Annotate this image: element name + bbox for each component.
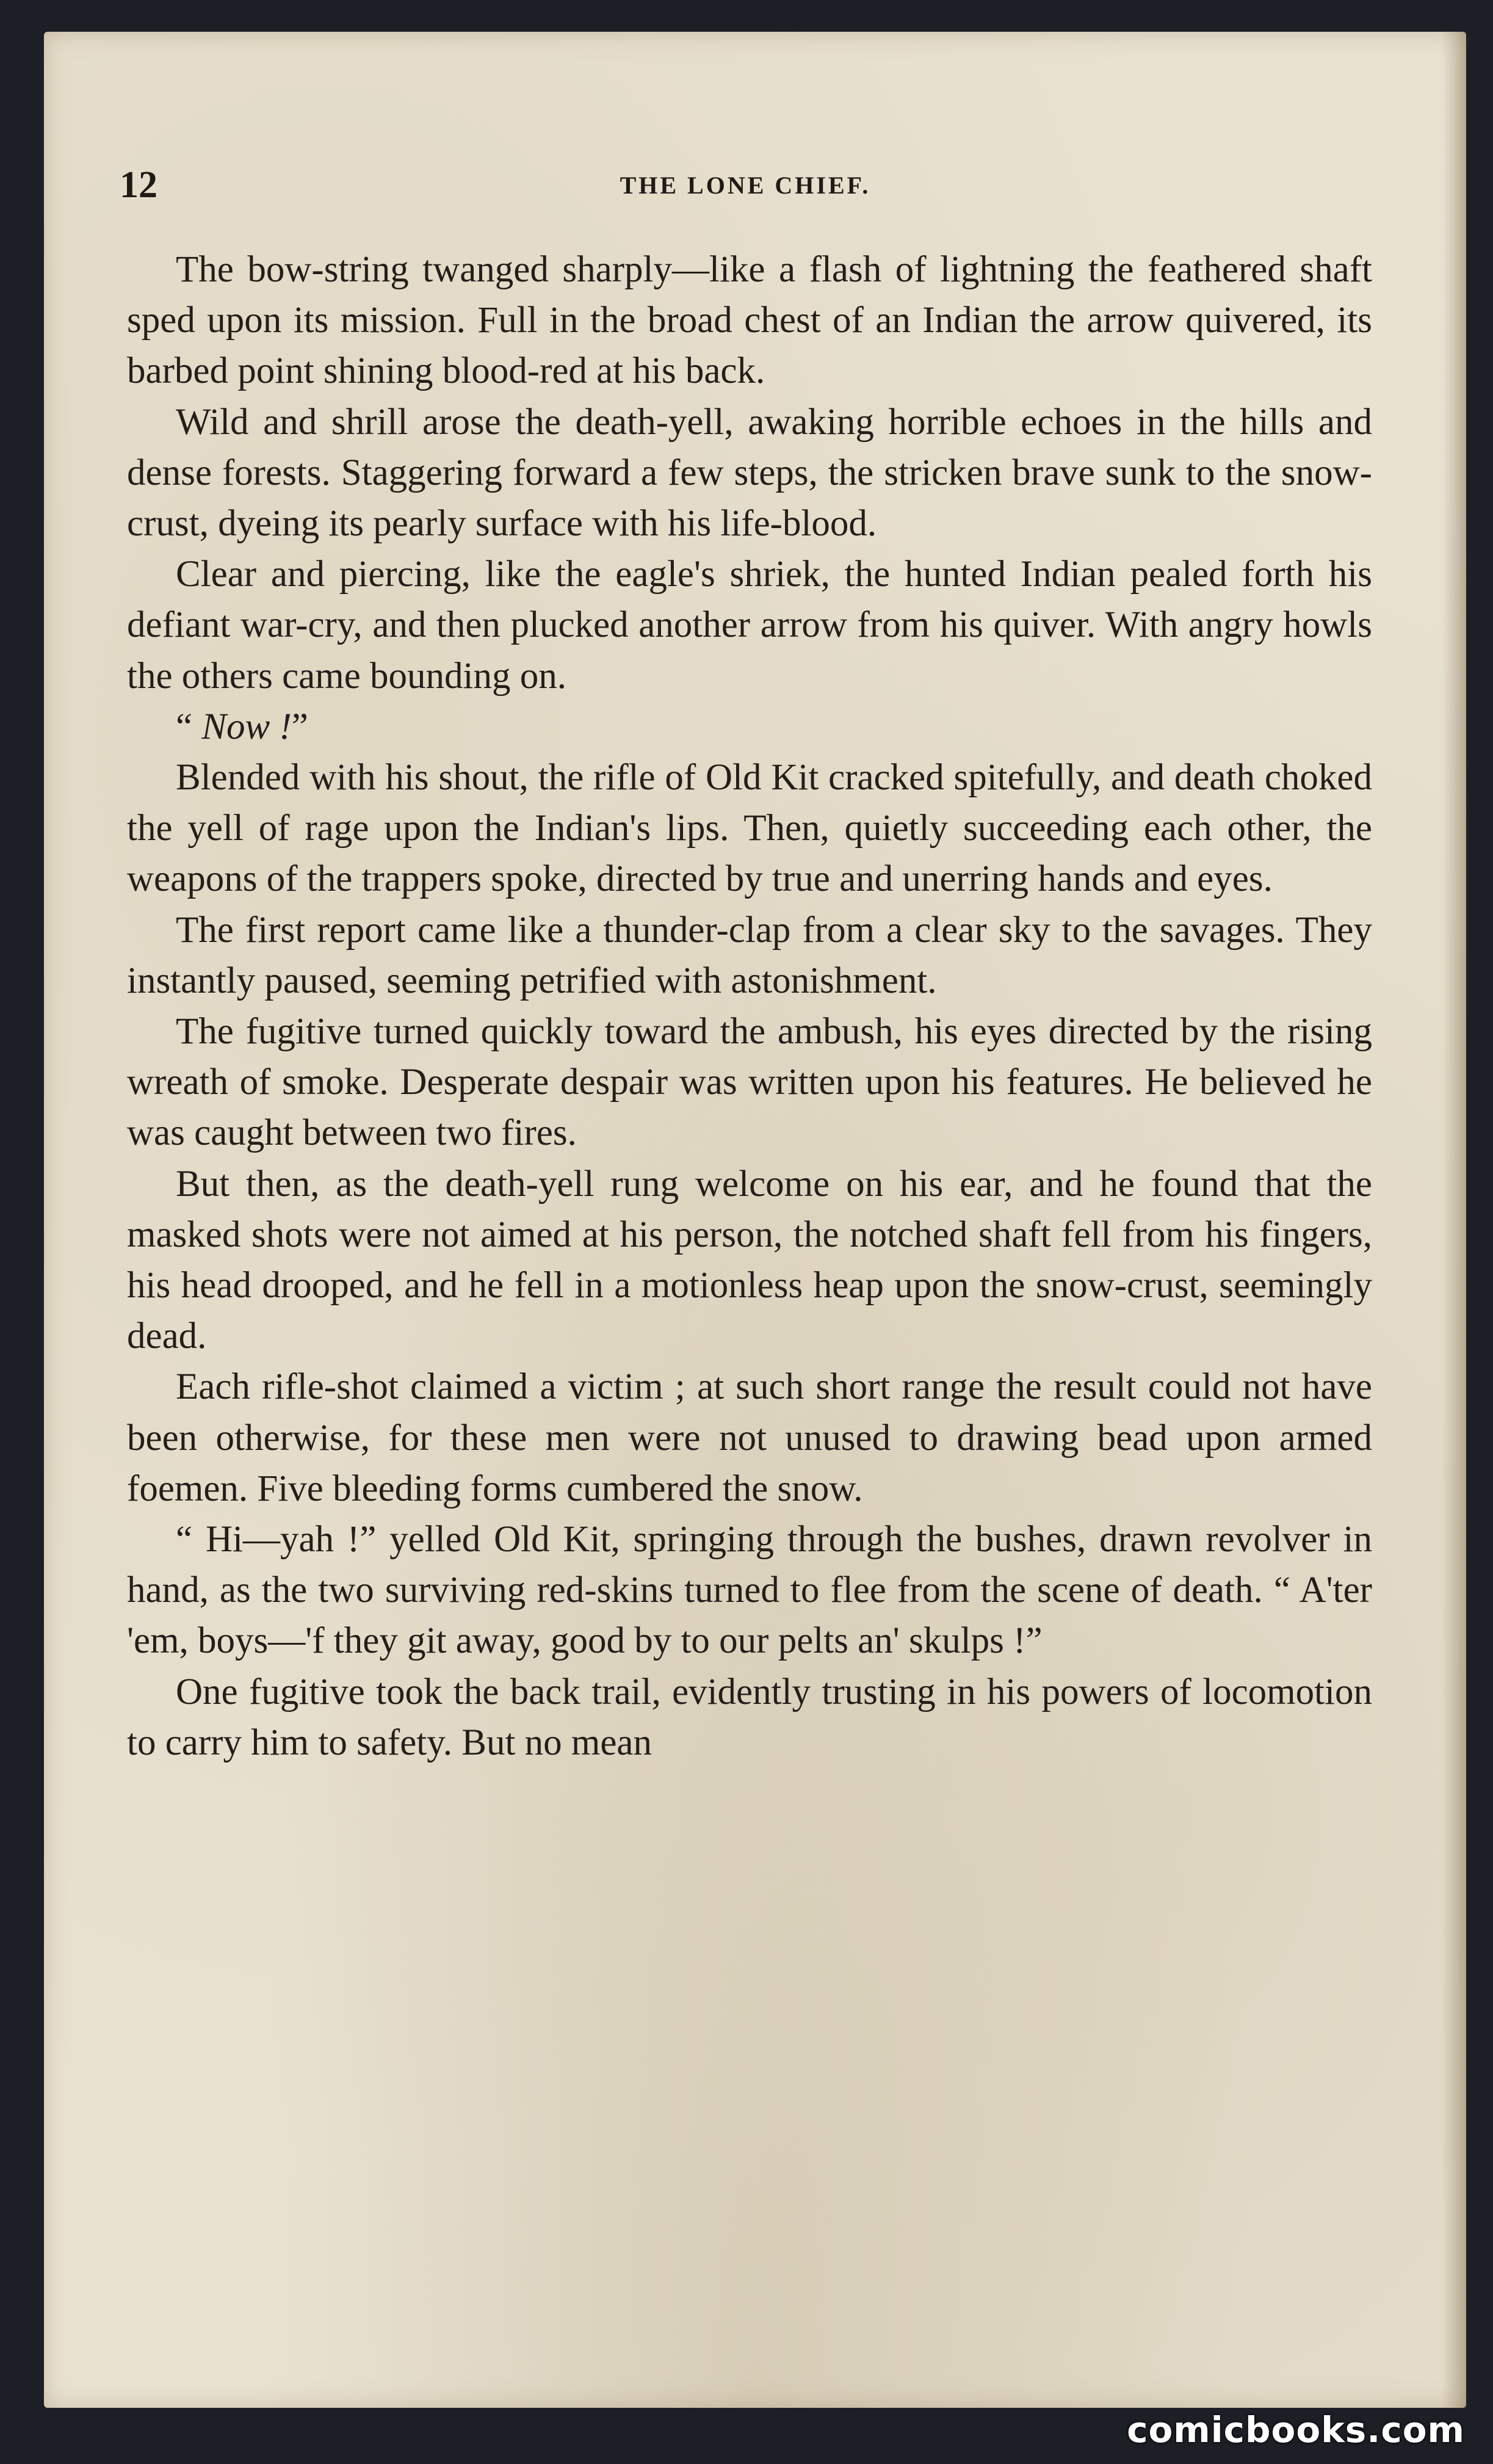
paragraph-10: “ Hi—yah !” yelled Old Kit, springing through the bushes, drawn revolver in hand, as the two surviving red-skins turned to flee from the scene of death. “ A'ter 'em, boys—'f they git away, good by to our pelts an' skulps !”	[127, 1519, 1372, 1662]
paragraph-1: The bow-string twanged sharply—like a flash of lightning the feathered shaft sped upon its mission. Full in the broad chest of an Indian the arrow quivered, its barbed point shining blood-red at his back.	[127, 249, 1372, 392]
watermark: comicbooks.com	[1127, 2409, 1465, 2451]
page-number: 12	[120, 164, 157, 206]
quote-open: “	[176, 706, 202, 747]
paragraph-7: The fugitive turned quickly toward the ambush, his eyes directed by the rising wreath of smoke. Desperate despair was written upon his features. He believed he was caught between two fires.	[127, 1011, 1372, 1154]
quote-close: ”	[291, 706, 308, 747]
page-edge-shadow	[1442, 32, 1466, 2408]
paragraph-2: Wild and shrill arose the death-yell, awaking horrible echoes in the hills and dense forests. Staggering forward a few steps, the stricken brave sunk to the snow-crust, dyeing its pearly surface with his life-blood.	[127, 401, 1372, 545]
paragraph-exclamation	[127, 701, 1372, 752]
running-head: THE LONE CHIEF.	[620, 172, 871, 199]
paragraph-9: Each rifle-shot claimed a victim ; at such short range the result could not have been otherwise, for these men were not unused to drawing bead upon armed foemen. Five bleeding forms cumbered the snow.	[127, 1366, 1372, 1509]
body-text	[127, 244, 1372, 1768]
paragraph-11: One fugitive took the back trail, evidently trusting in his powers of locomotion to carry him to safety. But no mean	[127, 1671, 1372, 1763]
paragraph-3: Clear and piercing, like the eagle's shriek, the hunted Indian pealed forth his defiant war-cry, and then plucked another arrow from his quiver. With angry howls the others came bounding on.	[127, 554, 1372, 697]
exclamation-word: Now !	[201, 706, 292, 747]
page-header	[120, 164, 1371, 206]
paragraph-8: But then, as the death-yell rung welcome on his ear, and he found that the masked shots were not aimed at his person, the notched shaft fell from his fingers, his head drooped, and he fell in a motionless heap upon the snow-crust, seemingly dead.	[127, 1163, 1372, 1357]
paragraph-5: Blended with his shout, the rifle of Old Kit cracked spitefully, and death choked the yell of rage upon the Indian's lips. Then, quietly succeeding each other, the weapons of the trappers spoke, directed by true and unerring hands and eyes.	[127, 757, 1372, 900]
paragraph-6: The first report came like a thunder-clap from a clear sky to the savages. They instantly paused, seeming petrified with astonishment.	[127, 909, 1372, 1001]
